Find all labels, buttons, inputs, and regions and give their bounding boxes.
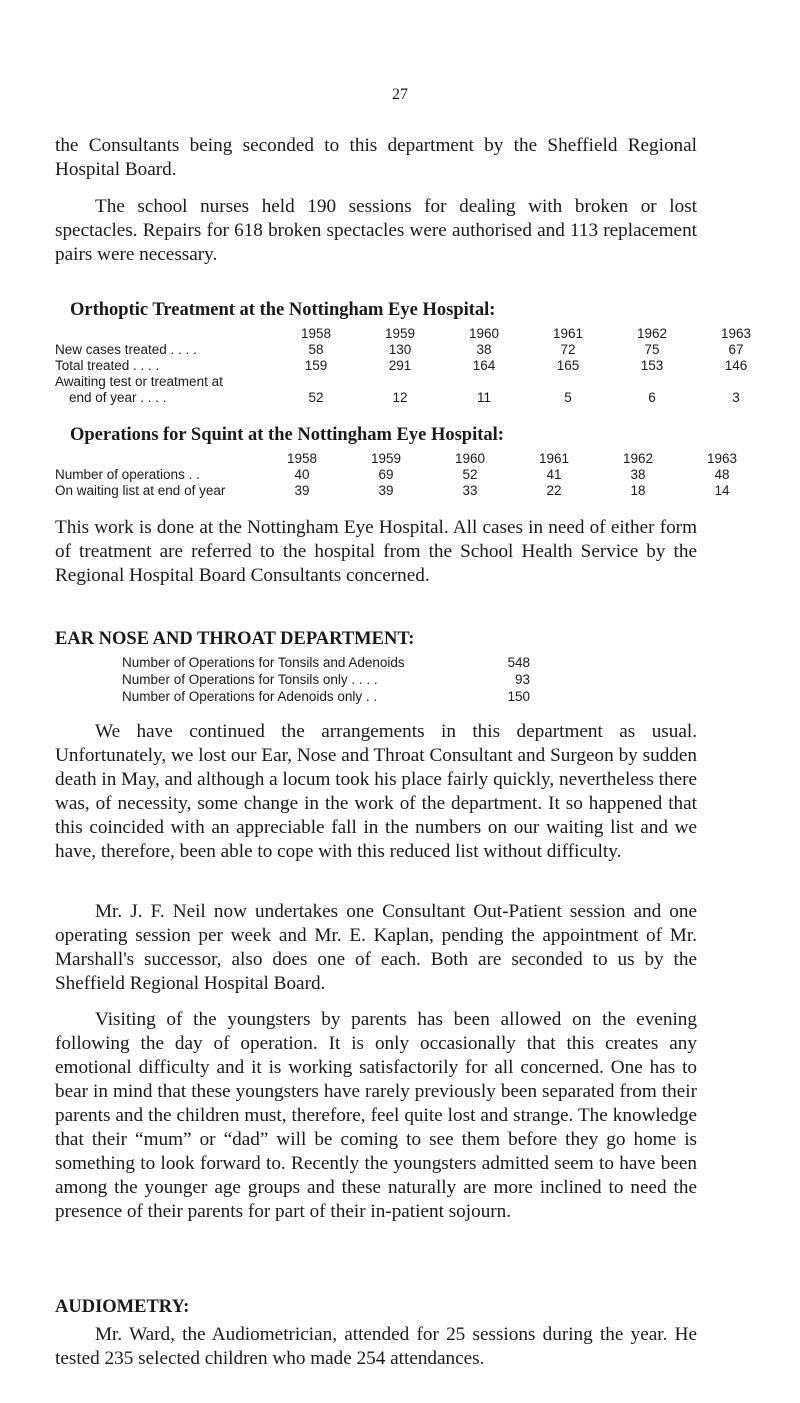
orthoptic-table	[55, 326, 778, 406]
value-cell: 14	[714, 483, 730, 498]
value-cell: 153	[640, 358, 664, 373]
value-cell: 12	[392, 390, 408, 405]
value-cell: 72	[560, 342, 576, 357]
intro-paragraph-2: The school nurses held 190 sessions for dealing with broken or lost spectacles. Repairs for 618 broken spectacles were authorised and 113 replacement pairs were necessary.	[55, 196, 697, 265]
table-row	[55, 390, 778, 406]
value-cell: 48	[714, 467, 730, 482]
value-cell: 291	[388, 358, 412, 373]
value-cell: 3	[732, 390, 740, 405]
page-number: 27	[392, 86, 408, 103]
table-row	[122, 654, 530, 671]
value-cell: 130	[388, 342, 412, 357]
year-cell: 1962	[622, 451, 654, 466]
year-cell: 1959	[384, 326, 416, 341]
value-cell: 52	[308, 390, 324, 405]
row-label: New cases treated . . . .	[55, 342, 197, 357]
row-label: Total treated . . . .	[55, 358, 160, 373]
value-cell: 164	[472, 358, 496, 373]
table-row	[55, 342, 778, 358]
row-label: Number of Operations for Adenoids only . .	[122, 689, 378, 704]
ent-paragraph-3: Visiting of the youngsters by parents has been allowed on the evening following the day of operation. It is only occasionally that this creates any emotional difficulty and it is working satisfactorily for all concerned. One has to bear in mind that these youngsters have rarely previously been separated from their parents and the children must, therefore, feel quite lost and strange. The knowledge that their “mum” or “dad” will be coming to see them before they go home is something to look forward to. Recently the youngsters admitted seem to have been among the younger age groups and these naturally are more inclined to need the presence of their parents for part of their in-patient sojourn.	[55, 1009, 697, 1222]
row-label: Number of Operations for Tonsils only . . . .	[122, 672, 378, 687]
squint-year-row	[55, 451, 764, 467]
squint-heading: Operations for Squint at the Nottingham Eye Hospital:	[70, 425, 504, 445]
ent-paragraph-2: Mr. J. F. Neil now undertakes one Consultant Out-Patient session and one operating session per week and Mr. E. Kaplan, pending the appointment of Mr. Marshall's successor, also does one of each. Both are seconded to us by the Sheffield Regional Hospital Board.	[55, 901, 697, 994]
value-cell: 18	[630, 483, 646, 498]
value-cell: 6	[648, 390, 656, 405]
value-cell: 165	[556, 358, 580, 373]
orthoptic-year-row	[55, 326, 778, 342]
value-cell: 11	[476, 390, 491, 405]
value-cell: 41	[546, 467, 562, 482]
value-cell: 22	[546, 483, 562, 498]
value-cell: 67	[728, 342, 744, 357]
year-cell: 1962	[636, 326, 668, 341]
value-cell: 39	[378, 483, 394, 498]
table-row	[55, 467, 764, 483]
year-cell: 1958	[286, 451, 318, 466]
row-label: On waiting list at end of year	[55, 483, 226, 498]
ent-heading: EAR NOSE AND THROAT DEPARTMENT:	[55, 629, 415, 649]
table-row	[55, 358, 778, 374]
year-cell: 1963	[720, 326, 752, 341]
ent-paragraph-1: We have continued the arrangements in this department as usual. Unfortunately, we lost our Ear, Nose and Throat Consultant and Surgeon by sudden death in May, and although a locum took his place fairly quickly, nevertheless there was, of necessity, some change in the work of the department. It so happened that this coincided with an appreciable fall in the numbers on our waiting list and we have, therefore, been able to cope with this reduced list without difficulty.	[55, 721, 697, 862]
table-row	[55, 483, 764, 499]
year-cell: 1963	[706, 451, 738, 466]
year-cell: 1960	[454, 451, 486, 466]
year-cell: 1961	[552, 326, 584, 341]
orthoptic-heading: Orthoptic Treatment at the Nottingham Eye Hospital:	[70, 300, 496, 320]
row-label-continued: Awaiting test or treatment at	[55, 374, 223, 389]
value-cell: 38	[630, 467, 646, 482]
squint-table	[55, 451, 764, 499]
value-cell: 38	[476, 342, 492, 357]
value-cell: 146	[724, 358, 748, 373]
audiometry-heading: AUDIOMETRY:	[55, 1297, 190, 1317]
value-cell: 75	[644, 342, 660, 357]
value-cell: 69	[378, 467, 394, 482]
value-cell: 33	[462, 483, 478, 498]
intro-paragraph-1: the Consultants being seconded to this department by the Sheffield Regional Hospital Board.	[55, 135, 697, 180]
year-cell: 1960	[468, 326, 500, 341]
squint-note-paragraph: This work is done at the Nottingham Eye Hospital. All cases in need of either form of treatment are referred to the hospital from the School Health Service by the Regional Hospital Board Consultants concerned.	[55, 517, 697, 586]
value-cell: 39	[294, 483, 310, 498]
row-label: Number of Operations for Tonsils and Adenoids	[122, 655, 405, 670]
value-cell: 159	[304, 358, 328, 373]
value-cell: 58	[308, 342, 324, 357]
year-cell: 1959	[370, 451, 402, 466]
row-label: Number of operations . .	[55, 467, 200, 482]
table-row	[55, 374, 778, 390]
value-cell: 150	[507, 689, 530, 704]
year-cell: 1961	[538, 451, 570, 466]
audiometry-paragraph: Mr. Ward, the Audiometrician, attended for 25 sessions during the year. He tested 235 selected children who made 254 attendances.	[55, 1324, 697, 1369]
value-cell: 40	[294, 467, 310, 482]
row-label: end of year . . . .	[69, 390, 167, 405]
value-cell: 93	[514, 672, 530, 687]
year-cell: 1958	[300, 326, 332, 341]
value-cell: 5	[564, 390, 572, 405]
table-row	[122, 671, 530, 688]
ent-operations-table	[122, 654, 530, 705]
value-cell: 52	[462, 467, 478, 482]
value-cell: 548	[507, 655, 530, 670]
table-row	[122, 688, 530, 705]
